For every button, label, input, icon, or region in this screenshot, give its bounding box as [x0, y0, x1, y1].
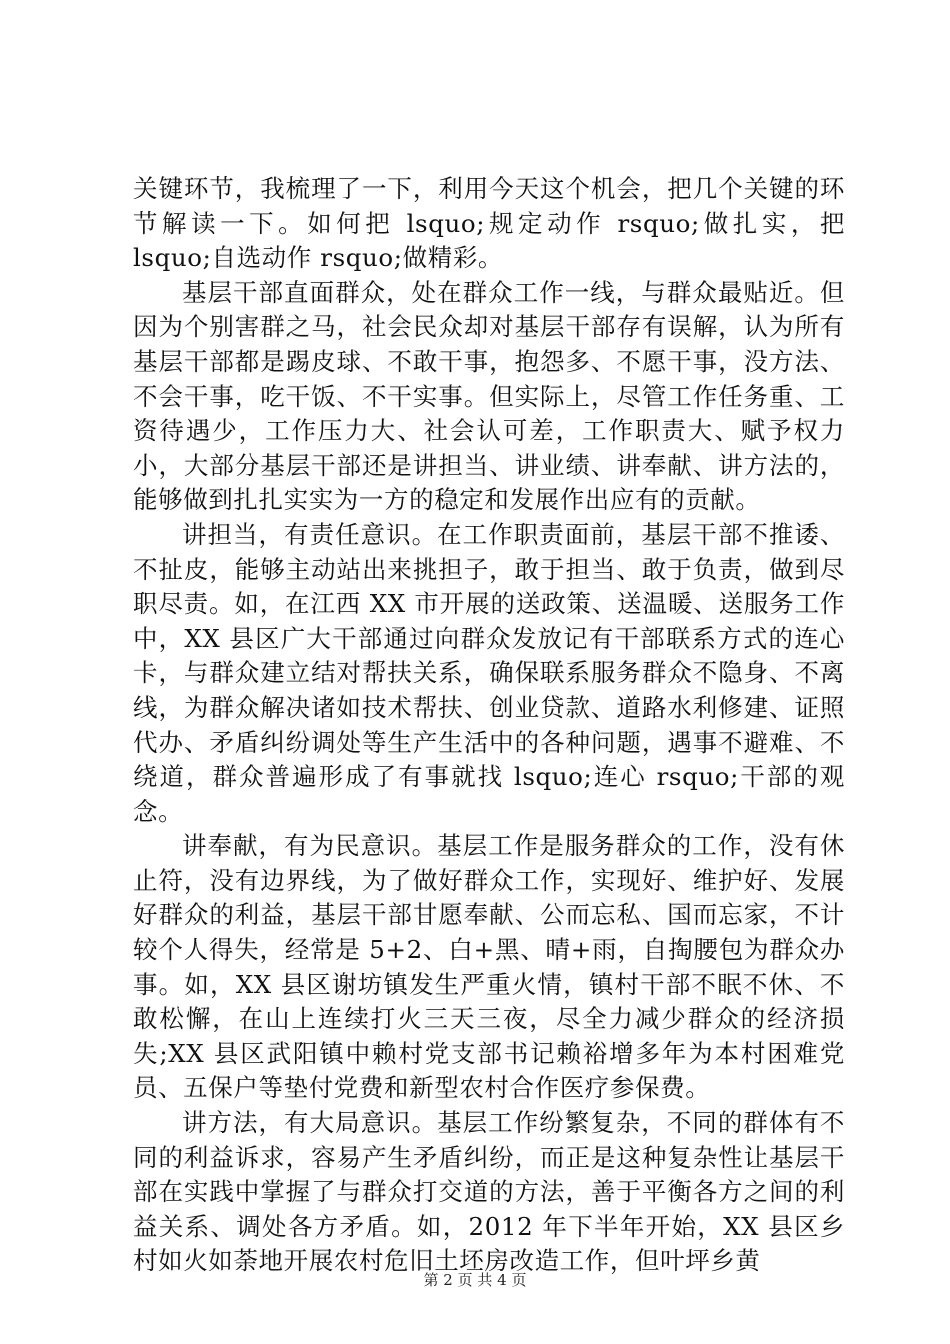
paragraph-1: 关键环节，我梳理了一下，利用今天这个机会，把几个关键的环节解读一下。如何把 lsquo;规定动作 rsquo;做扎实，把 lsquo;自选动作 rsquo;做精彩。 — [133, 174, 845, 273]
paragraph-2: 基层干部直面群众，处在群众工作一线，与群众最贴近。但因为个别害群之马，社会民众却对基层干部存有误解，认为所有基层干部都是踢皮球、不敢干事，抱怨多、不愿干事，没方法、不会干事，吃干饭、不干实事。但实际上，尽管工作任务重、工资待遇少，工作压力大、社会认可差，工作职责大、赋予权力小，大部分基层干部还是讲担当、讲业绩、讲奉献、讲方法的，能够做到扎扎实实为一方的稳定和发展作出应有的贡献。 — [133, 277, 845, 515]
page-footer: 第 2 页 共 4 页 — [423, 1271, 527, 1289]
paragraph-5: 讲方法，有大局意识。基层工作纷繁复杂，不同的群体有不同的利益诉求，容易产生矛盾纠纷，而正是这种复杂性让基层干部在实践中掌握了与群众打交道的方法，善于平衡各方之间的利益关系、调处各方矛盾。如，2012 年下半年开始，XX 县区乡村如火如荼地开展农村危旧土坯房改造工作，但叶坪乡黄 — [133, 1108, 845, 1276]
paragraph-3: 讲担当，有责任意识。在工作职责面前，基层干部不推诿、不扯皮，能够主动站出来挑担子，敢于担当、敢于负责，做到尽职尽责。如，在江西 XX 市开展的送政策、送温暖、送服务工作中，XX 县区广大干部通过向群众发放记有干部联系方式的连心卡，与群众建立结对帮扶关系，确保联系服务群众不隐身、不离线，为群众解决诸如技术帮扶、创业贷款、道路水利修建、证照代办、矛盾纠纷调处等生产生活中的各种问题，遇事不避难、不绕道，群众普遍形成了有事就找 lsquo;连心 rsquo;干部的观念。 — [133, 519, 845, 826]
document-body — [133, 172, 845, 1279]
paragraph-4: 讲奉献，有为民意识。基层工作是服务群众的工作，没有休止符，没有边界线，为了做好群众工作，实现好、维护好、发展好群众的利益，基层干部甘愿奉献、公而忘私、国而忘家，不计较个人得失，经常是 5+2、白+黑、晴+雨，自掏腰包为群众办事。如，XX 县区谢坊镇发生严重火情，镇村干部不眠不休、不敢松懈，在山上连续打火三天三夜，尽全力减少群众的经济损失;XX 县区武阳镇中赖村党支部书记赖裕增多年为本村困难党员、五保户等垫付党费和新型农村合作医疗参保费。 — [133, 831, 845, 1103]
